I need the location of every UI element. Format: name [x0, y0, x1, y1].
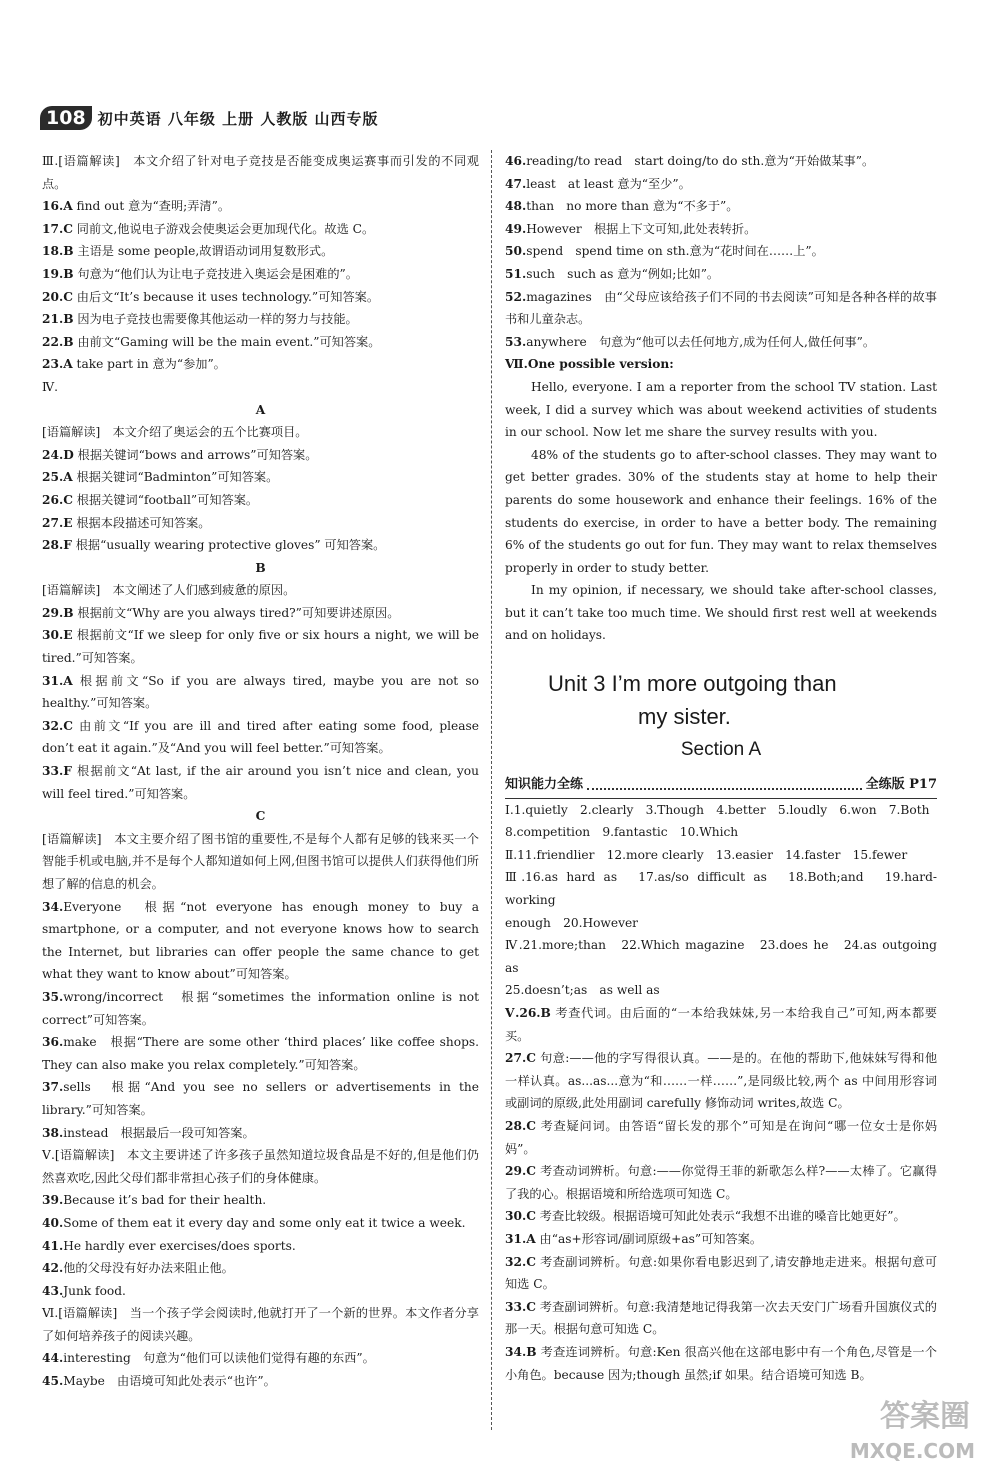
essay-paragraph: In my opinion, if necessary, we should take after-school classes, but it can’t take too much time. We should first rest well at weekends and on holidays. [505, 583, 937, 643]
answer-text: B [255, 560, 266, 575]
answer-text: C [255, 809, 266, 824]
answer-number: 45. [42, 1374, 64, 1389]
right-item [505, 240, 937, 263]
unit3-item [505, 866, 937, 911]
left-item [42, 986, 479, 1031]
left-item [42, 1189, 479, 1212]
right-item [505, 286, 937, 331]
unit3-item [505, 912, 937, 935]
page-header [40, 106, 379, 130]
unit3-item [505, 934, 937, 979]
answer-text: 根据前文“At last, if the air around you isn’t nice and clean, you will feel tired.”可知答案。 [42, 764, 479, 801]
answer-number: 51. [505, 266, 527, 281]
left-item [42, 308, 479, 331]
answer-number: 33.F [42, 764, 72, 779]
left-item [42, 828, 479, 896]
left-item [42, 466, 479, 489]
answer-text: sells 根据“And you see no sellers or advertisements in the library.”可知答案。 [42, 1080, 479, 1117]
left-item [42, 715, 479, 760]
answer-text: 根据前文“If we sleep for only five or six hours a night, we will be tired.”可知答案。 [42, 628, 480, 666]
answer-text: than no more than 意为“不多于”。 [526, 199, 739, 214]
answer-text: 考查疑问词。由答语“留长发的那个”可知是在询问“哪一位女士是你妈妈”。 [505, 1118, 938, 1156]
practice-label: 知识能力全练 [505, 776, 584, 792]
answer-number: 28.C [505, 1118, 536, 1133]
right-column [505, 150, 937, 1386]
left-item [42, 1347, 479, 1370]
unit3-item [505, 799, 937, 822]
answer-number: 17.C [42, 221, 73, 236]
right-item [505, 331, 937, 354]
answer-text: [语篇解读] 本文主要介绍了图书馆的重要性,不是每个人都有足够的钱来买一个智能手机或电脑,并不是每个人都知道如何上网,但图书馆可以提供人们获得他们所想了解的信息的机会。 [42, 831, 479, 891]
answer-number: 27.C [505, 1051, 536, 1066]
left-item [42, 624, 479, 669]
answer-number: 44. [42, 1351, 64, 1366]
answer-text: 同前文,他说电子游戏会使奥运会更加现代化。故选 C。 [76, 221, 375, 236]
left-item [42, 512, 479, 535]
book-title: 初中英语 八年级 上册 人教版 山西专版 [97, 109, 379, 128]
answer-number: 25.A [42, 470, 73, 485]
left-item [42, 1031, 479, 1076]
left-item [42, 353, 479, 376]
unit3-item [505, 1002, 937, 1047]
answer-text: 8.competition 9.fantastic 10.Which [505, 825, 739, 840]
left-item [42, 331, 479, 354]
right-item [505, 195, 937, 218]
answer-text: 考查动词辨析。句意:——你觉得王菲的新歌怎么样?——太棒了。它赢得了我的心。根据语境和所给选项可知选 C。 [505, 1164, 938, 1201]
answer-text: magazines 由“父母应该给孩子们不同的书去阅读”可知是各种各样的故事书和儿童杂志。 [505, 289, 937, 327]
left-item [42, 1076, 479, 1121]
answers-unit3 [505, 799, 937, 1386]
answer-number: 53. [505, 334, 527, 349]
left-item [42, 805, 479, 828]
watermark-logo: 答案圈 [880, 1399, 970, 1434]
answer-text: 由后文“It’s because it uses technology.”可知答案。 [76, 289, 380, 304]
unit3-item [505, 1228, 937, 1251]
model-essay [505, 376, 937, 647]
answer-number: 22.B [42, 334, 74, 349]
answer-number: 34.B [505, 1344, 537, 1359]
answer-text: 根据前文“Why are you always tired?”可知要讲述原因。 [77, 605, 400, 620]
left-item [42, 896, 479, 986]
answer-number: 31.A [505, 1231, 536, 1246]
answer-text: [语篇解读] 本文介绍了奥运会的五个比赛项目。 [42, 425, 308, 440]
answer-number: 40. [42, 1215, 64, 1230]
right-item [505, 173, 937, 196]
answer-text: 25.doesn’t;as as well as [505, 983, 660, 998]
answer-number: 33.C [505, 1299, 536, 1314]
watermark-site: MXQE.COM [849, 1439, 975, 1463]
answer-text: 由前文“Gaming will be the main event.”可知答案。 [77, 334, 381, 349]
answer-number: 32.C [42, 718, 73, 733]
answer-text: Ⅴ.[语篇解读] 本文主要讲述了许多孩子虽然知道垃圾食品是不好的,但是他们仍然喜欢吃,因此父母们都非常担心孩子们的身体健康。 [42, 1148, 479, 1185]
answer-number: 16.A [42, 199, 73, 214]
answer-number: 23.A [42, 357, 73, 372]
answer-text: 考查副词辨析。句意:如果你看电影迟到了,请安静地走进来。根据句意可知选 C。 [505, 1254, 938, 1292]
left-item [42, 602, 479, 625]
dot-leader [587, 772, 862, 790]
answer-text: anywhere 句意为“他可以去任何地方,成为任何人,做任何事”。 [526, 334, 876, 349]
answer-text: enough 20.However [505, 915, 639, 930]
answer-text: spend spend time on sth.意为“花时间在……上”。 [526, 244, 824, 259]
answer-text: 主语是 some people,故谓语动词用复数形式。 [77, 244, 334, 259]
answer-text: reading/to read start doing/to do sth.意为“开始做某事”。 [526, 154, 875, 168]
left-item [42, 1212, 479, 1235]
answer-text: 考查比较级。根据语境可知此处表示“我想不出谁的嗓音比她更好”。 [539, 1209, 906, 1224]
answer-text: 考查连词辨析。句意:Ken 很高兴他在这部电影中有一个角色,尽管是一个小角色。because 因为;though 虽然;if 如果。结合语境可知选 B。 [505, 1344, 937, 1382]
practice-header [505, 772, 937, 799]
answer-number: 47. [505, 176, 527, 191]
answer-number: 35. [42, 989, 64, 1004]
answer-number: 42. [42, 1261, 64, 1276]
left-item [42, 1122, 479, 1145]
answer-text: Ⅳ.21.more;than 22.Which magazine 23.does he 24.as outgoing as [505, 938, 937, 975]
answer-text: Ⅲ.[语篇解读] 本文介绍了针对电子竞技是否能变成奥运赛事而引发的不同观点。 [42, 154, 479, 191]
left-item [42, 399, 479, 422]
unit3-item [505, 1251, 937, 1296]
answer-text: Ⅰ.1.quietly 2.clearly 3.Though 4.better 5.loudly 6.won 7.Both [505, 802, 930, 817]
left-item [42, 1235, 479, 1258]
answer-number: 38. [42, 1125, 64, 1140]
answer-text: He hardly ever exercises/does sports. [63, 1238, 296, 1253]
answer-text: 根据关键词“football”可知答案。 [76, 492, 259, 507]
answer-number: 27.E [42, 515, 73, 530]
answer-number: 26.C [42, 492, 73, 507]
answer-text: 他的父母没有好办法来阻止他。 [63, 1261, 234, 1276]
left-item [42, 421, 479, 444]
left-item [42, 286, 479, 309]
answer-number: 49. [505, 221, 527, 236]
answer-text: 句意:——他的字写得很认真。——是的。在他的帮助下,他妹妹写得和他一样认真。as...as...意为“和……一样……”,是同级比较,两个 as 中间用形容词或副词的原级,此处用副词 carefully 修饰动词 writes,故选 C。 [505, 1051, 938, 1111]
essay-paragraph: 48% of the students go to after-school classes. They may want to get better grades. 30% of the students stay at home to help their parents do some housework and enhance their feelings. 16% of the students do exercise, in order to have a better body. The remaining 6% of the students go out for fun. They may want to relax themselves properly in order to study better. [505, 447, 937, 575]
answer-number: 41. [42, 1238, 64, 1253]
answer-number: 34. [42, 899, 64, 914]
left-item [42, 1280, 479, 1303]
unit3-item [505, 1047, 937, 1115]
answer-text: However 根据上下文可知,此处表转折。 [526, 221, 757, 236]
answer-number: 43. [42, 1283, 64, 1298]
answer-text: 根据前文“So if you are always tired, maybe you are not so healthy.”可知答案。 [42, 673, 480, 711]
left-item [42, 534, 479, 557]
answer-text: Ⅳ. [42, 379, 59, 394]
unit3-item [505, 844, 937, 867]
answer-number: 31.A [42, 673, 73, 688]
answer-text: Because it’s bad for their health. [63, 1193, 267, 1208]
answer-text: 由“as+形容词/副词原级+as”可知答案。 [539, 1231, 763, 1246]
answer-text: wrong/incorrect 根据“sometimes the information online is not correct”可知答案。 [42, 989, 479, 1027]
unit3-item [505, 979, 937, 1002]
answer-text: instead 根据最后一段可知答案。 [63, 1125, 255, 1140]
answer-text: 句意为“他们认为让电子竞技进入奥运会是困难的”。 [77, 266, 358, 281]
answer-text: Junk food. [63, 1283, 126, 1298]
unit3-item [505, 1296, 937, 1341]
answer-number: 19.B [42, 266, 74, 281]
answers-46-53 [505, 150, 937, 353]
left-item [42, 579, 479, 602]
left-item [42, 263, 479, 286]
answer-number: 52. [505, 289, 527, 304]
answer-text: such such as 意为“例如;比如”。 [526, 266, 720, 281]
answer-text: make 根据“There are some other ‘third places’ like coffee shops. They can also make you relax completely.”可知答案。 [42, 1035, 479, 1072]
answer-number: 28.F [42, 538, 72, 553]
answer-text: 因为电子竞技也需要像其他运动一样的努力与技能。 [77, 312, 358, 327]
left-item [42, 195, 479, 218]
answer-text: Ⅱ.11.friendlier 12.more clearly 13.easier 14.faster 15.fewer [505, 847, 908, 862]
answer-text: 根据本段描述可知答案。 [76, 515, 211, 530]
answer-number: 29.B [42, 605, 74, 620]
unit3-item [505, 1160, 937, 1205]
answer-text: 考查代词。由后面的“一本给我妹妹,另一本给我自己”可知,两本都要买。 [505, 1006, 937, 1043]
column-divider [491, 150, 492, 1430]
answer-text: take part in 意为“参加”。 [76, 357, 226, 372]
answer-text: 根据关键词“bows and arrows”可知答案。 [77, 447, 318, 462]
answer-number: 39. [42, 1193, 64, 1208]
left-item [42, 760, 479, 805]
answer-text: Ⅲ.16.as hard as 17.as/so difficult as 18.Both;and 19.hard-working [505, 870, 937, 908]
left-item [42, 1257, 479, 1280]
answer-text: A [255, 402, 266, 417]
unit3-item [505, 821, 937, 844]
answer-number: 36. [42, 1035, 64, 1050]
answer-number: 30.C [505, 1209, 536, 1224]
answer-text: [语篇解读] 本文阐述了人们感到疲惫的原因。 [42, 583, 296, 598]
left-item [42, 670, 479, 715]
page-number: 108 [40, 106, 92, 130]
answer-number: 21.B [42, 312, 74, 327]
answer-text: 根据关键词“Badminton”可知答案。 [76, 470, 279, 485]
left-item [42, 150, 479, 195]
answer-text: Ⅵ.[语篇解读] 当一个孩子学会阅读时,他就打开了一个新的世界。本文作者分享了如何培养孩子的阅读兴趣。 [42, 1306, 479, 1343]
answer-number: 20.C [42, 289, 73, 304]
unit3-item [505, 1341, 937, 1386]
answer-number: 50. [505, 244, 527, 259]
left-item [42, 489, 479, 512]
answer-number: 46. [505, 154, 527, 168]
right-item [505, 263, 937, 286]
practice-version: 全练版 P17 [865, 776, 937, 792]
left-item [42, 1144, 479, 1189]
left-item [42, 1370, 479, 1393]
left-item [42, 444, 479, 467]
essay-paragraph: Hello, everyone. I am a reporter from the school TV station. Last week, I did a survey which was about weekend activities of students in our school. Now let me share the survey results with you. [505, 379, 937, 440]
answer-text: 由前文“If you are ill and tired after eating some food, please don’t eat it again.”及“And you will feel better.”可知答案。 [42, 718, 479, 756]
left-item [42, 376, 479, 399]
unit3-item [505, 1205, 937, 1228]
left-item [42, 218, 479, 241]
answer-text: Maybe 由语境可知此处表示“也许”。 [63, 1374, 276, 1389]
answer-text: least at least 意为“至少”。 [526, 176, 691, 191]
unit-title-line1: Unit 3 I’m more outgoing than [548, 671, 837, 697]
unit3-item [505, 1115, 937, 1160]
answer-number: 37. [42, 1080, 64, 1095]
left-item [42, 557, 479, 580]
answer-number: 18.B [42, 244, 74, 259]
answer-number: Ⅴ.26.B [505, 1006, 551, 1020]
section-title: Section A [680, 739, 762, 761]
right-item [505, 150, 937, 173]
unit-title-line2: my sister. [638, 704, 731, 730]
answer-number: 48. [505, 199, 527, 214]
left-item [42, 240, 479, 263]
left-item [42, 1302, 479, 1347]
answer-text: find out 意为“查明;弄清”。 [76, 199, 231, 214]
answer-number: 24.D [42, 447, 74, 462]
answer-text: Some of them eat it every day and some only eat it twice a week. [63, 1215, 466, 1230]
essay-label: Ⅶ.One possible version: [505, 357, 674, 372]
answer-text: Everyone 根据“not everyone has enough money to buy a smartphone, or a computer, and not everyone knows how to search the Internet, but libraries can offer people the same chance to get what they want to know about”可知答案。 [42, 899, 479, 982]
answer-number: 32.C [505, 1254, 536, 1269]
right-item [505, 218, 937, 241]
answer-text: 根据“usually wearing protective gloves” 可知答案。 [75, 538, 386, 553]
left-column [42, 150, 479, 1393]
answer-text: interesting 句意为“他们可以读他们觉得有趣的东西”。 [63, 1351, 375, 1366]
answer-number: 30.E [42, 628, 73, 643]
answer-number: 29.C [505, 1164, 536, 1179]
answer-text: 考查副词辨析。句意:我清楚地记得我第一次去天安门广场看升国旗仪式的那一天。根据句意可知选 C。 [505, 1299, 937, 1337]
